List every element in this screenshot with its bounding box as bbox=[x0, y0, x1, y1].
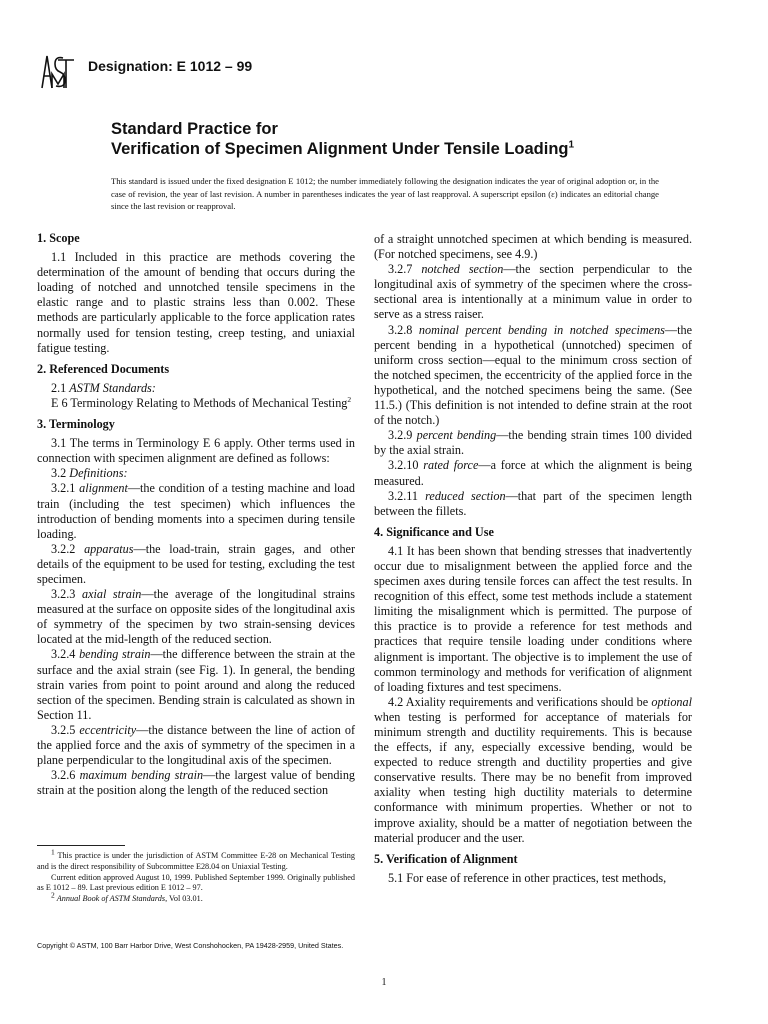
section-heading-referenced-documents: 2. Referenced Documents bbox=[37, 361, 170, 376]
definition-notched-section: 3.2.7 notched section—the section perpendicular to the longitudinal axis of symmetry of the specimen where the cross-sectional area is intentionally at a minimum value in order to serve as a stress raiser. bbox=[374, 262, 693, 322]
title-footnote-mark: 1 bbox=[568, 139, 575, 151]
definition-bending-strain: 3.2.4 bending strain—the difference between the strain at the surface and the axial strain (see Fig. 1). In general, the bending strain varies from point to point around and along the reduced section of the specimen. Bending strain is calculated as shown in Section 11. bbox=[37, 647, 356, 722]
page-number: 1 bbox=[381, 977, 387, 988]
footnotes bbox=[37, 847, 355, 905]
definition-axial-strain: 3.2.3 axial strain—the average of the longitudinal strains measured at the surface on opposite sides of the longitudinal axis of symmetry of the specimen by two strain-sensing devices located at the mid-length of the reduced section. bbox=[37, 587, 356, 647]
designation: Designation: E 1012 – 99 bbox=[88, 58, 253, 74]
paragraph-3-2: 3.2 Definitions: bbox=[51, 466, 128, 481]
definition-alignment: 3.2.1 alignment—the condition of a testing machine and load train (including the test specimen) which influences the introduction of bending moments into a specimen during tensile loading. bbox=[37, 481, 355, 541]
definition-percent-bending: 3.2.9 percent bending—the bending strain times 100 divided by the axial strain. bbox=[374, 428, 693, 458]
astm-logo bbox=[38, 50, 78, 92]
left-column bbox=[37, 231, 355, 798]
definition-maximum-bending-strain: 3.2.6 maximum bending strain—the largest value of bending strain at the position along the length of the reduced section bbox=[37, 768, 356, 798]
paragraph-4-1: 4.1 It has been shown that bending stresses that inadvertently occur due to misalignment between the applied force and the specimen axes during tensile forces can affect the test results. In recognition of this effect, some test methods include a statement limiting the misalignment which is permitted. The purpose of this practice is to provide a reference for test methods and practices that require tensile loading under conditions where alignment is important. The objective is to implement the use of common terminology and methods for verification of alignment of loading fixtures and test specimens. bbox=[374, 543, 692, 694]
footnote-1-edition: Current edition approved August 10, 1999. Published September 1999. Originally published as E 1012 – 89. Last previous edition E 1012 – 97. bbox=[37, 872, 355, 893]
document-title bbox=[111, 119, 671, 159]
paragraph-1-1: 1.1 Included in this practice are methods covering the determination of the amount of bending that occurs during the loading of notched and unnotched tensile specimens in the elastic range and to plastic strains less than 0.002. These methods are particularly applicable to the force application rates normally used for tension testing, creep testing, and uniaxial fatigue testing. bbox=[37, 250, 355, 355]
title-line-1: Standard Practice for bbox=[111, 120, 278, 138]
footnote-1: $^1$ This practice is under the jurisdiction of ASTM Committee E-28 on Mechanical Testing and is the direct responsibility of Subcommittee E28.04 on Uniaxial Testing. bbox=[37, 847, 355, 871]
definition-nominal-percent-bending: 3.2.8 nominal percent bending in notched specimens—the percent bending in a hypothetical (unnotched) specimen of uniform cross section—equal to the minimum cross section of the notched specimen, the eccentricity of the applied force in the hypothetical, and the notched specimens being the same. (See 11.5.) (This definition is not intended to define strain at the root of the notch.) bbox=[374, 322, 692, 428]
copyright-notice: Copyright © ASTM, 100 Barr Harbor Drive, West Conshohocken, PA 19428-2959, United States. bbox=[37, 941, 344, 950]
paragraph-3-1: 3.1 The terms in Terminology E 6 apply. Other terms used in connection with specimen alignment are defined as follows: bbox=[37, 436, 355, 466]
footnote-divider bbox=[37, 845, 125, 846]
definition-eccentricity: 3.2.5 eccentricity—the distance between the line of action of the applied force and the axis of symmetry of the specimen in a plane perpendicular to the longitudinal axis of the specimen. bbox=[37, 722, 356, 768]
issuance-note: This standard is issued under the fixed designation E 1012; the number immediately following the designation indicates the year of original adoption or, in the case of revision, the year of last revision. A number in parentheses indicates the year of last reapproval. A superscript epsilon (ε) indicates an editorial change since the last revision or reapproval. bbox=[111, 176, 659, 211]
definition-continuation: of a straight unnotched specimen at which bending is measured. (For notched specimens, see 4.9.) bbox=[374, 232, 692, 262]
reference-e6: E 6 Terminology Relating to Methods of Mechanical Testing$^2$ bbox=[51, 394, 352, 410]
section-heading-terminology: 3. Terminology bbox=[37, 417, 115, 432]
definition-rated-force: 3.2.10 rated force—a force at which the alignment is being measured. bbox=[374, 458, 692, 488]
section-heading-significance: 4. Significance and Use bbox=[374, 524, 494, 539]
paragraph-2-1: 2.1 ASTM Standards: bbox=[51, 380, 156, 395]
definition-apparatus: 3.2.2 apparatus—the load-train, strain gages, and other details of the equipment to be used for testing, excluding the test specimen. bbox=[37, 541, 356, 586]
paragraph-4-2: 4.2 Axiality requirements and verifications should be optional when testing is performed for acceptance of materials for minimum strength and ductility requirements. This is because the effects, if any, especially excessive bending, would be expected to reduce strength and ductility properties and give conservative results. There may be no benefit from improved axiality when testing high ductility materials to determine conformance with minimum properties. Whether or not to improve axiality, should be a matter of negotiation between the material producer and the user. bbox=[374, 694, 692, 845]
paragraph-5-1: 5.1 For ease of reference in other practices, test methods, bbox=[388, 870, 667, 885]
definition-reduced-section: 3.2.11 reduced section—that part of the specimen length between the fillets. bbox=[374, 488, 692, 518]
section-heading-scope: 1. Scope bbox=[37, 231, 80, 245]
right-column bbox=[374, 232, 692, 886]
title-line-2: Verification of Specimen Alignment Under Tensile Loading$^1$ bbox=[111, 139, 575, 158]
footnote-2: $^2$ Annual Book of ASTM Standards, Vol 03.01. bbox=[51, 890, 203, 904]
section-heading-verification: 5. Verification of Alignment bbox=[374, 851, 518, 866]
